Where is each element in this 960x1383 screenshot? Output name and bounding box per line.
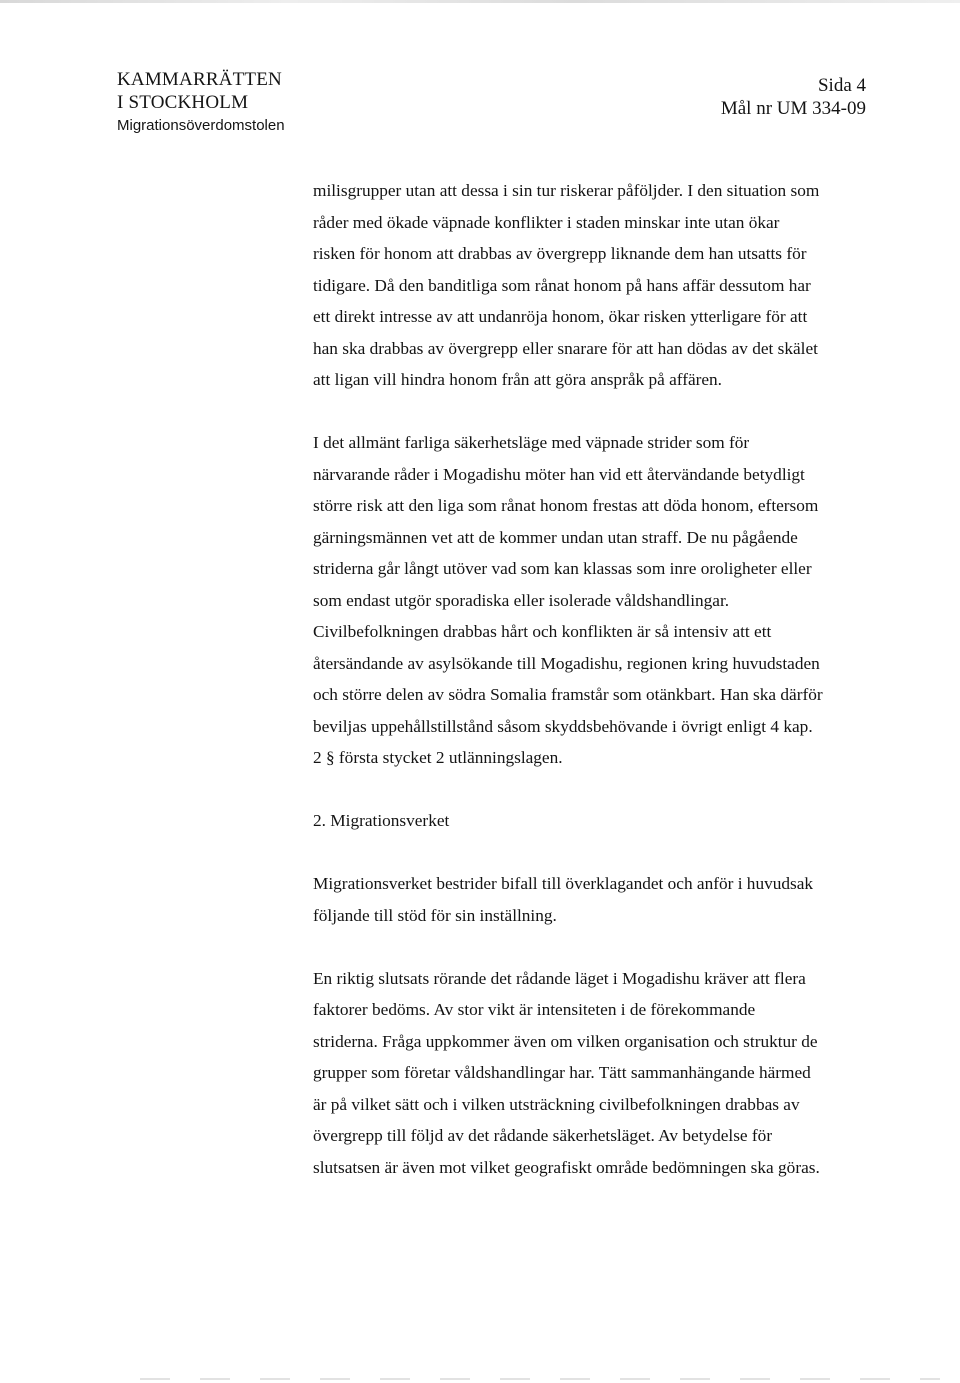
page-reference (721, 74, 866, 120)
text-line: grupper som företar våldshandlingar har. Tätt sammanhängande härmed (313, 1063, 811, 1082)
text-line: är på vilket sätt och i vilken utsträckning civilbefolkningen drabbas av (313, 1094, 800, 1114)
text-line: att ligan vill hindra honom från att göra anspråk på affären. (313, 370, 723, 389)
text-line: 2 § första stycket 2 utlänningslagen. (313, 748, 563, 767)
text-line: Civilbefolkningen drabbas hårt och konflikten är så intensiv att ett (313, 622, 772, 641)
court-name-line2: I STOCKHOLM (117, 92, 249, 113)
text-line: striderna går långt utöver vad som kan klassas som inre oroligheter eller (313, 559, 812, 578)
case-number: Mål nr UM 334-09 (720, 98, 866, 119)
document-body (313, 175, 893, 1183)
text-line: följande till stöd för sin inställning. (313, 905, 557, 925)
text-line: striderna. Fråga uppkommer även om vilken organisation och struktur de (313, 1031, 818, 1051)
paragraph-spacer (313, 931, 893, 963)
text-line: han ska drabbas av övergrepp eller snarare för att han dödas av det skälet (313, 338, 818, 358)
section-heading: 2. Migrationsverket (313, 811, 450, 830)
paragraph-2 (313, 427, 893, 774)
text-line: I det allmänt farliga säkerhetsläge med väpnade strider som för (313, 433, 750, 452)
text-line: gärningsmännen vet att de kommer undan utan straff. De nu pågående (313, 527, 798, 547)
court-name-line1: KAMMARRÄTTEN (117, 69, 282, 90)
text-line: tidigare. Då den banditliga som rånat honom på hans affär dessutom har (313, 275, 811, 295)
text-line: råder med ökade väpnade konflikter i staden minskar inte utan ökar (313, 212, 780, 232)
court-unit: Migrationsöverdomstolen (117, 117, 285, 134)
court-header (117, 68, 285, 137)
text-line: slutsatsen är även mot vilket geografiskt område bedömningen ska göras. (313, 1157, 820, 1177)
text-line: övergrepp till följd av det rådande säkerhetsläget. Av betydelse för (313, 1126, 773, 1145)
text-line: beviljas uppehållstillstånd såsom skyddsbehövande i övrigt enligt 4 kap. (313, 716, 813, 736)
text-line: som endast utgör sporadiska eller isolerade våldshandlingar. (313, 590, 730, 610)
paragraph-spacer (313, 396, 893, 428)
scan-edge-top (0, 0, 960, 3)
text-line: faktorer bedöms. Av stor vikt är intensiteten i de förekommande (313, 1000, 756, 1019)
paragraph-spacer (313, 837, 893, 869)
paragraph-spacer (313, 774, 893, 806)
text-line: risken för honom att drabbas av övergrepp liknande dem han utsatts för (313, 244, 807, 263)
text-line: och större delen av södra Somalia framstår som otänkbart. Han ska därför (313, 685, 823, 704)
paragraph-4 (313, 963, 893, 1184)
text-line: större risk att den liga som rånat honom frestas att döda honom, eftersom (313, 496, 819, 515)
text-line: närvarande råder i Mogadishu möter han vid ett återvändande betydligt (313, 464, 805, 484)
text-line: milisgrupper utan att dessa i sin tur riskerar påföljder. I den situation som (313, 181, 820, 200)
paragraph-1 (313, 175, 893, 396)
text-line: En riktig slutsats rörande det rådande läget i Mogadishu kräver att flera (313, 968, 806, 988)
paragraph-3 (313, 868, 893, 931)
text-line: återsändande av asylsökande till Mogadishu, regionen kring huvudstaden (313, 653, 820, 673)
page-number: Sida 4 (817, 75, 866, 96)
text-line: Migrationsverket bestrider bifall till överklagandet och anför i huvudsak (313, 874, 814, 893)
text-line: ett direkt intresse av att undanröja honom, ökar risken ytterligare för att (313, 307, 808, 326)
scan-edge-bottom (140, 1378, 940, 1380)
